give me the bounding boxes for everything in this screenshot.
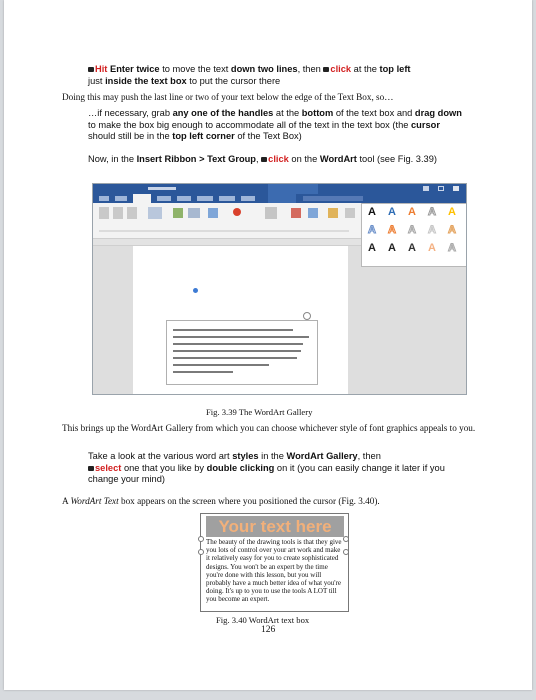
resize-handle-icon — [343, 536, 349, 542]
text-box-line — [173, 364, 269, 366]
text-box-line — [173, 350, 301, 352]
wordart-style-sample[interactable]: A — [368, 206, 376, 218]
text-run: to move the text — [159, 64, 231, 74]
document-area — [93, 246, 466, 394]
tab-references — [197, 196, 213, 201]
instruction-drag-handle — [88, 108, 462, 143]
bold-phrase: inside the text box — [105, 75, 187, 86]
wordart-style-sample[interactable]: A — [408, 206, 416, 218]
bold-phrase: drag down — [414, 108, 462, 118]
text-run: to make the box big enough to accommodate all of the text in the text box (the — [88, 119, 412, 130]
page-number: 126 — [261, 625, 276, 635]
wordart-style-sample[interactable]: A — [428, 224, 436, 236]
text-run: just — [88, 75, 106, 86]
wordart-style-sample[interactable]: A — [448, 206, 456, 218]
wordart-style-sample[interactable]: A — [448, 224, 456, 236]
click-keyword: click — [330, 64, 352, 74]
resize-handle-icon — [198, 536, 204, 542]
pointing-hand-icon — [88, 466, 94, 471]
wordart-style-sample[interactable]: A — [368, 242, 376, 254]
pointing-hand-icon — [88, 67, 94, 72]
smartart-icon — [208, 208, 218, 218]
wordart-style-sample[interactable]: A — [368, 224, 376, 236]
maximize-icon — [438, 186, 444, 191]
pointing-hand-icon — [323, 67, 329, 72]
bold-phrase: Enter twice — [110, 64, 160, 74]
text-run: in the — [258, 451, 287, 461]
pictures-icon — [173, 208, 183, 218]
bold-phrase: double clicking — [206, 462, 275, 473]
page-break-icon — [127, 207, 137, 219]
click-keyword: click — [268, 154, 289, 164]
instruction-wordart-tool — [88, 154, 462, 166]
text-run: to put the cursor there — [186, 75, 281, 86]
bold-phrase: top left corner — [172, 131, 235, 142]
word-title-bar — [93, 184, 466, 194]
text-box-line — [173, 357, 297, 359]
text-run: …if necessary, grab — [88, 108, 173, 118]
text-run: , then — [357, 451, 381, 461]
shapes-icon — [188, 208, 200, 218]
text-run: on the — [288, 154, 320, 164]
figure-caption-3-40: Fig. 3.40 WordArt text box — [216, 615, 310, 625]
wordart-style-sample[interactable]: A — [428, 242, 436, 254]
text-run: , then — [297, 64, 324, 74]
bold-phrase: down two lines — [230, 64, 298, 74]
instruction-hit-enter — [88, 64, 468, 87]
wordart-body-text: The beauty of the drawing tools is that they give you lots of control over your art work and make it relatively easy for you to create sophisticated designs. You won't be an expert by the time you're done with this lesson, but you will probably have a much better idea of what you're doing. It's up to you to use the tools A LOT till you become an expert. — [206, 538, 342, 604]
cursor-marker-icon — [193, 288, 198, 293]
title-text-mark — [148, 187, 176, 190]
text-run: should still be in the — [88, 131, 173, 142]
text-run: Now, in the — [88, 154, 137, 164]
bold-phrase: styles — [232, 451, 259, 461]
instruction-select-style — [88, 451, 468, 486]
comment-icon — [328, 208, 338, 218]
hyperlink-icon — [308, 208, 318, 218]
pointing-hand-icon — [261, 157, 267, 162]
resize-handle-icon — [198, 549, 204, 555]
tab-file — [99, 196, 109, 201]
minimize-icon — [423, 186, 429, 191]
text-run: of the Text Box) — [234, 131, 302, 142]
tab-layout — [177, 196, 191, 201]
tab-review — [241, 196, 255, 201]
tell-me-box — [303, 196, 363, 201]
bold-phrase: WordArt — [319, 154, 357, 164]
tab-insert — [133, 194, 151, 203]
text-run: , — [255, 154, 262, 164]
wordart-title: Your text here — [206, 516, 344, 537]
text-box-line — [173, 329, 293, 331]
text-box-line — [173, 336, 309, 338]
tab-format — [268, 194, 296, 203]
text-run: tool (see Fig. 3.39) — [356, 154, 437, 164]
wordart-style-sample[interactable]: A — [388, 206, 396, 218]
blank-page-icon — [113, 207, 123, 219]
online-video-icon — [291, 208, 301, 218]
text-box-line — [173, 343, 303, 345]
text-box-line — [173, 371, 233, 373]
bold-phrase: bottom — [301, 108, 334, 118]
ribbon-group-labels — [99, 230, 349, 232]
close-icon — [453, 186, 459, 191]
header-icon — [345, 208, 355, 218]
text-run: Take a look at the various word art — [88, 451, 233, 461]
wordart-text-box-figure — [200, 513, 349, 612]
text-run: of the text box and — [333, 108, 415, 118]
text-box-preview[interactable] — [166, 320, 318, 385]
document-page — [4, 0, 532, 690]
text-run: A — [62, 496, 71, 506]
text-run: at the — [351, 64, 380, 74]
paragraph-gallery-description: This brings up the WordArt Gallery from which you can choose whichever style of font graphics appeals to you. — [62, 423, 476, 433]
store-icon — [233, 208, 241, 216]
wordart-gallery[interactable] — [361, 203, 467, 267]
bold-phrase: any one of the handles — [172, 108, 274, 118]
rotate-handle-icon[interactable] — [303, 312, 311, 320]
table-icon — [148, 207, 162, 219]
word-screenshot-figure — [92, 183, 467, 395]
wordart-style-sample[interactable]: A — [388, 224, 396, 236]
text-run: on it (you can easily change it later if you change your mind) — [88, 462, 445, 485]
text-run: box appears on the screen where you positioned the cursor (Fig. 3.40). — [118, 496, 380, 506]
bold-phrase: cursor — [411, 119, 440, 130]
tab-design — [157, 196, 171, 201]
wordart-style-sample[interactable]: A — [428, 206, 436, 218]
paragraph-text-box-edge: Doing this may push the last line or two of your text below the edge of the Text Box, so… — [62, 92, 394, 102]
cover-page-icon — [99, 207, 109, 219]
tab-mailings — [219, 196, 235, 201]
wordart-style-sample[interactable]: A — [408, 224, 416, 236]
bold-phrase: WordArt Gallery — [286, 451, 358, 461]
text-run: at the — [273, 108, 302, 118]
wordart-style-sample[interactable]: A — [388, 242, 396, 254]
paragraph-wordart-box-appears — [62, 496, 482, 508]
tab-home — [115, 196, 127, 201]
italic-phrase: WordArt Text — [70, 496, 119, 506]
document-page-preview — [133, 246, 348, 394]
hit-keyword: Hit — [95, 64, 108, 74]
resize-handle-icon — [343, 549, 349, 555]
figure-caption-3-39: Fig. 3.39 The WordArt Gallery — [206, 407, 313, 417]
drawing-tools-tab — [268, 184, 318, 194]
wordart-style-sample[interactable]: A — [448, 242, 456, 254]
wikipedia-icon — [265, 207, 277, 219]
select-keyword: select — [95, 462, 122, 473]
bold-phrase: top left — [379, 64, 411, 74]
ribbon-tabs — [93, 194, 466, 203]
text-run: one that you like by — [121, 462, 207, 473]
bold-phrase: Insert Ribbon > Text Group — [136, 154, 256, 164]
wordart-style-sample[interactable]: A — [408, 242, 416, 254]
